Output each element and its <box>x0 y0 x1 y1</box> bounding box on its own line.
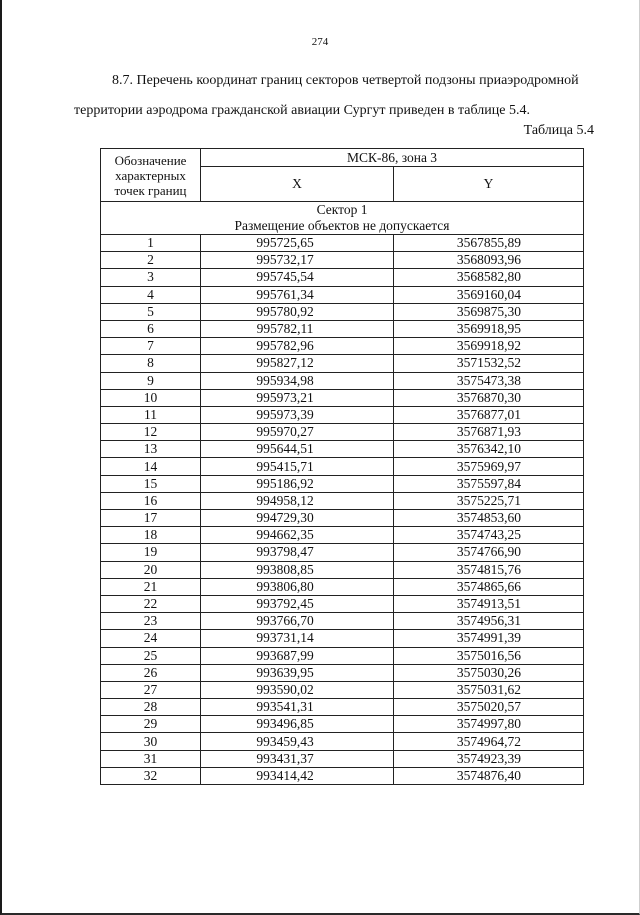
x-coordinate-cell: 993496,85 <box>201 716 394 733</box>
table-row <box>101 252 584 269</box>
x-coordinate-cell: 993431,37 <box>201 750 394 767</box>
point-number-cell: 29 <box>101 716 201 733</box>
table-row <box>101 664 584 681</box>
table-row <box>101 338 584 355</box>
point-number-cell: 20 <box>101 561 201 578</box>
point-number-cell: 26 <box>101 664 201 681</box>
page-number: 274 <box>311 36 329 48</box>
x-coordinate-cell: 993806,80 <box>201 578 394 595</box>
x-coordinate-cell: 995745,54 <box>201 269 394 286</box>
table-row <box>101 492 584 509</box>
table-row <box>101 269 584 286</box>
point-number-cell: 31 <box>101 750 201 767</box>
point-number-cell: 2 <box>101 252 201 269</box>
point-number-cell: 19 <box>101 544 201 561</box>
y-coordinate-cell: 3575020,57 <box>394 699 584 716</box>
x-coordinate-cell: 993687,99 <box>201 647 394 664</box>
y-coordinate-cell: 3574853,60 <box>394 510 584 527</box>
y-coordinate-cell: 3574876,40 <box>394 767 584 784</box>
y-coordinate-cell: 3569918,95 <box>394 320 584 337</box>
x-coordinate-cell: 995644,51 <box>201 441 394 458</box>
y-coordinate-cell: 3575225,71 <box>394 492 584 509</box>
x-coordinate-cell: 995934,98 <box>201 372 394 389</box>
table-row <box>101 578 584 595</box>
point-number-cell: 3 <box>101 269 201 286</box>
table-row <box>101 716 584 733</box>
table-row <box>101 424 584 441</box>
x-coordinate-cell: 994729,30 <box>201 510 394 527</box>
point-number-cell: 9 <box>101 372 201 389</box>
sector-cell <box>101 202 584 235</box>
header-y: Y <box>394 167 584 202</box>
table-row <box>101 699 584 716</box>
y-coordinate-cell: 3574923,39 <box>394 750 584 767</box>
y-coordinate-cell: 3574815,76 <box>394 561 584 578</box>
table-header <box>101 149 584 202</box>
point-number-cell: 17 <box>101 510 201 527</box>
table-row <box>101 613 584 630</box>
y-coordinate-cell: 3574997,80 <box>394 716 584 733</box>
point-number-cell: 28 <box>101 699 201 716</box>
x-coordinate-cell: 993798,47 <box>201 544 394 561</box>
point-number-cell: 16 <box>101 492 201 509</box>
x-coordinate-cell: 995415,71 <box>201 458 394 475</box>
point-number-cell: 15 <box>101 475 201 492</box>
table-row <box>101 355 584 372</box>
y-coordinate-cell: 3576870,30 <box>394 389 584 406</box>
point-number-cell: 25 <box>101 647 201 664</box>
point-number-cell: 10 <box>101 389 201 406</box>
table-row <box>101 320 584 337</box>
y-coordinate-cell: 3575016,56 <box>394 647 584 664</box>
y-coordinate-cell: 3574743,25 <box>394 527 584 544</box>
sector-title: Сектор 1 <box>316 202 368 217</box>
x-coordinate-cell: 995970,27 <box>201 424 394 441</box>
intro-line-2: территории аэродрома гражданской авиации Сургут приведен в таблице 5.4. <box>74 103 530 118</box>
coordinates-table <box>100 148 584 785</box>
x-coordinate-cell: 995186,92 <box>201 475 394 492</box>
x-coordinate-cell: 994958,12 <box>201 492 394 509</box>
y-coordinate-cell: 3576877,01 <box>394 406 584 423</box>
sector-note: Размещение объектов не допускается <box>234 218 450 233</box>
x-coordinate-cell: 993639,95 <box>201 664 394 681</box>
table-row <box>101 510 584 527</box>
table-row <box>101 561 584 578</box>
table-row <box>101 733 584 750</box>
point-number-cell: 21 <box>101 578 201 595</box>
y-coordinate-cell: 3568582,80 <box>394 269 584 286</box>
y-coordinate-cell: 3575597,84 <box>394 475 584 492</box>
x-coordinate-cell: 993414,42 <box>201 767 394 784</box>
table-row <box>101 681 584 698</box>
point-number-cell: 23 <box>101 613 201 630</box>
x-coordinate-cell: 993792,45 <box>201 595 394 612</box>
x-coordinate-cell: 995761,34 <box>201 286 394 303</box>
x-coordinate-cell: 995780,92 <box>201 303 394 320</box>
table-row <box>101 389 584 406</box>
x-coordinate-cell: 994662,35 <box>201 527 394 544</box>
y-coordinate-cell: 3574991,39 <box>394 630 584 647</box>
y-coordinate-cell: 3574766,90 <box>394 544 584 561</box>
x-coordinate-cell: 993459,43 <box>201 733 394 750</box>
table-caption: Таблица 5.4 <box>523 123 594 138</box>
y-coordinate-cell: 3569160,04 <box>394 286 584 303</box>
table-row <box>101 647 584 664</box>
y-coordinate-cell: 3574964,72 <box>394 733 584 750</box>
y-coordinate-cell: 3569918,92 <box>394 338 584 355</box>
sector-row <box>101 202 584 235</box>
point-number-cell: 13 <box>101 441 201 458</box>
y-coordinate-cell: 3575473,38 <box>394 372 584 389</box>
point-number-cell: 8 <box>101 355 201 372</box>
header-x: X <box>201 167 394 202</box>
point-number-cell: 22 <box>101 595 201 612</box>
x-coordinate-cell: 995973,21 <box>201 389 394 406</box>
table-row <box>101 235 584 252</box>
x-coordinate-cell: 993808,85 <box>201 561 394 578</box>
table-row <box>101 458 584 475</box>
point-number-cell: 4 <box>101 286 201 303</box>
y-coordinate-cell: 3575031,62 <box>394 681 584 698</box>
point-number-cell: 18 <box>101 527 201 544</box>
table-row <box>101 767 584 784</box>
x-coordinate-cell: 995827,12 <box>201 355 394 372</box>
x-coordinate-cell: 993590,02 <box>201 681 394 698</box>
table-row <box>101 406 584 423</box>
table-row <box>101 475 584 492</box>
x-coordinate-cell: 993731,14 <box>201 630 394 647</box>
x-coordinate-cell: 993766,70 <box>201 613 394 630</box>
table-row <box>101 544 584 561</box>
table-body <box>101 202 584 785</box>
header-designation: Обозначение характерных точек границ <box>101 149 201 202</box>
intro-line-1: 8.7. Перечень координат границ секторов четвертой подзоны приаэродромной <box>112 73 579 88</box>
y-coordinate-cell: 3568093,96 <box>394 252 584 269</box>
point-number-cell: 1 <box>101 235 201 252</box>
point-number-cell: 32 <box>101 767 201 784</box>
x-coordinate-cell: 993541,31 <box>201 699 394 716</box>
point-number-cell: 12 <box>101 424 201 441</box>
x-coordinate-cell: 995725,65 <box>201 235 394 252</box>
y-coordinate-cell: 3571532,52 <box>394 355 584 372</box>
y-coordinate-cell: 3576871,93 <box>394 424 584 441</box>
point-number-cell: 6 <box>101 320 201 337</box>
point-number-cell: 30 <box>101 733 201 750</box>
header-coordinate-system: МСК-86, зона 3 <box>201 149 584 167</box>
point-number-cell: 24 <box>101 630 201 647</box>
x-coordinate-cell: 995732,17 <box>201 252 394 269</box>
table-row <box>101 750 584 767</box>
y-coordinate-cell: 3567855,89 <box>394 235 584 252</box>
table-row <box>101 372 584 389</box>
table-row <box>101 441 584 458</box>
table-row <box>101 527 584 544</box>
point-number-cell: 27 <box>101 681 201 698</box>
y-coordinate-cell: 3575969,97 <box>394 458 584 475</box>
table-row <box>101 303 584 320</box>
y-coordinate-cell: 3574956,31 <box>394 613 584 630</box>
y-coordinate-cell: 3569875,30 <box>394 303 584 320</box>
x-coordinate-cell: 995973,39 <box>201 406 394 423</box>
x-coordinate-cell: 995782,96 <box>201 338 394 355</box>
y-coordinate-cell: 3574865,66 <box>394 578 584 595</box>
table-row <box>101 286 584 303</box>
intro-paragraph <box>74 66 580 126</box>
point-number-cell: 7 <box>101 338 201 355</box>
x-coordinate-cell: 995782,11 <box>201 320 394 337</box>
point-number-cell: 5 <box>101 303 201 320</box>
table-row <box>101 595 584 612</box>
y-coordinate-cell: 3576342,10 <box>394 441 584 458</box>
point-number-cell: 11 <box>101 406 201 423</box>
point-number-cell: 14 <box>101 458 201 475</box>
y-coordinate-cell: 3575030,26 <box>394 664 584 681</box>
y-coordinate-cell: 3574913,51 <box>394 595 584 612</box>
table-row <box>101 630 584 647</box>
